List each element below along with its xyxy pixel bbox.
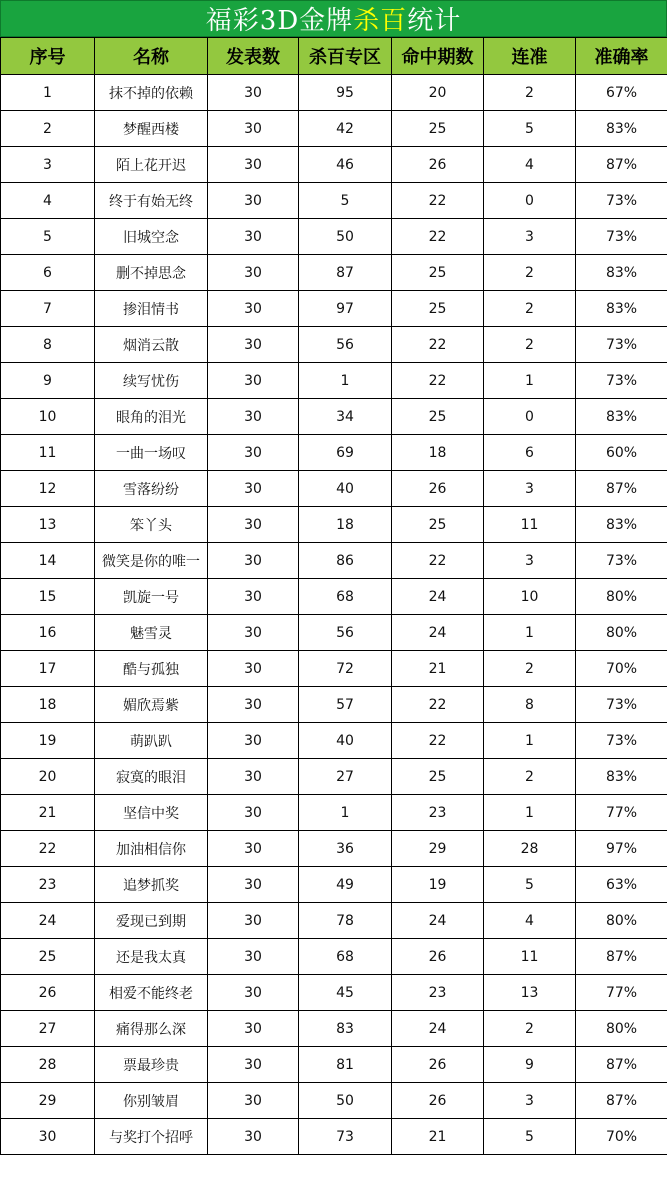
cell-hits: 19 <box>392 867 484 903</box>
col-kill-hundred-header: 杀百专区 <box>299 38 392 75</box>
cell-accuracy: 80% <box>576 615 667 651</box>
cell-index: 29 <box>1 1083 95 1119</box>
cell-hits: 26 <box>392 471 484 507</box>
cell-hits: 21 <box>392 651 484 687</box>
table-row <box>1 831 667 867</box>
cell-index: 10 <box>1 399 95 435</box>
cell-index: 8 <box>1 327 95 363</box>
cell-kill-hundred: 46 <box>299 147 392 183</box>
cell-kill-hundred: 72 <box>299 651 392 687</box>
cell-index: 28 <box>1 1047 95 1083</box>
table-row <box>1 1011 667 1047</box>
cell-index: 6 <box>1 255 95 291</box>
cell-posts: 30 <box>208 219 299 255</box>
cell-index: 7 <box>1 291 95 327</box>
cell-name: 爱现已到期 <box>95 903 208 939</box>
col-name-header: 名称 <box>95 38 208 75</box>
cell-name: 痛得那么深 <box>95 1011 208 1047</box>
cell-hits: 22 <box>392 363 484 399</box>
cell-name: 酷与孤独 <box>95 651 208 687</box>
cell-accuracy: 87% <box>576 471 667 507</box>
cell-accuracy: 73% <box>576 363 667 399</box>
cell-accuracy: 73% <box>576 723 667 759</box>
cell-index: 25 <box>1 939 95 975</box>
cell-name: 终于有始无终 <box>95 183 208 219</box>
table-row <box>1 651 667 687</box>
cell-name: 相爱不能终老 <box>95 975 208 1011</box>
cell-hits: 26 <box>392 147 484 183</box>
cell-hits: 26 <box>392 1047 484 1083</box>
cell-hits: 22 <box>392 543 484 579</box>
cell-posts: 30 <box>208 579 299 615</box>
stats-table <box>0 37 667 1155</box>
cell-streak: 3 <box>484 1083 576 1119</box>
table-row <box>1 579 667 615</box>
table-row <box>1 507 667 543</box>
cell-kill-hundred: 1 <box>299 795 392 831</box>
cell-kill-hundred: 57 <box>299 687 392 723</box>
cell-name: 坚信中奖 <box>95 795 208 831</box>
cell-accuracy: 80% <box>576 903 667 939</box>
cell-kill-hundred: 69 <box>299 435 392 471</box>
cell-hits: 24 <box>392 579 484 615</box>
cell-posts: 30 <box>208 651 299 687</box>
cell-streak: 6 <box>484 435 576 471</box>
page-title <box>0 0 667 37</box>
cell-index: 1 <box>1 75 95 111</box>
col-posts-header: 发表数 <box>208 38 299 75</box>
cell-accuracy: 73% <box>576 183 667 219</box>
cell-name: 续写忧伤 <box>95 363 208 399</box>
cell-index: 22 <box>1 831 95 867</box>
cell-kill-hundred: 18 <box>299 507 392 543</box>
cell-accuracy: 87% <box>576 147 667 183</box>
cell-posts: 30 <box>208 507 299 543</box>
cell-streak: 3 <box>484 471 576 507</box>
cell-posts: 30 <box>208 363 299 399</box>
cell-name: 烟消云散 <box>95 327 208 363</box>
cell-index: 5 <box>1 219 95 255</box>
cell-streak: 13 <box>484 975 576 1011</box>
table-row <box>1 975 667 1011</box>
cell-posts: 30 <box>208 831 299 867</box>
cell-accuracy: 73% <box>576 219 667 255</box>
cell-streak: 1 <box>484 723 576 759</box>
cell-posts: 30 <box>208 1119 299 1155</box>
cell-hits: 25 <box>392 507 484 543</box>
table-row <box>1 759 667 795</box>
cell-kill-hundred: 97 <box>299 291 392 327</box>
cell-accuracy: 83% <box>576 759 667 795</box>
cell-accuracy: 73% <box>576 543 667 579</box>
cell-hits: 25 <box>392 291 484 327</box>
cell-posts: 30 <box>208 723 299 759</box>
cell-streak: 5 <box>484 1119 576 1155</box>
cell-kill-hundred: 40 <box>299 723 392 759</box>
cell-hits: 25 <box>392 255 484 291</box>
cell-streak: 1 <box>484 615 576 651</box>
cell-kill-hundred: 68 <box>299 939 392 975</box>
cell-streak: 0 <box>484 183 576 219</box>
cell-streak: 28 <box>484 831 576 867</box>
cell-posts: 30 <box>208 867 299 903</box>
cell-index: 15 <box>1 579 95 615</box>
cell-kill-hundred: 73 <box>299 1119 392 1155</box>
cell-posts: 30 <box>208 975 299 1011</box>
cell-kill-hundred: 87 <box>299 255 392 291</box>
cell-index: 23 <box>1 867 95 903</box>
cell-kill-hundred: 83 <box>299 1011 392 1047</box>
table-header <box>1 38 667 75</box>
cell-posts: 30 <box>208 615 299 651</box>
cell-kill-hundred: 27 <box>299 759 392 795</box>
cell-name: 加油相信你 <box>95 831 208 867</box>
col-streak-header: 连准 <box>484 38 576 75</box>
cell-index: 17 <box>1 651 95 687</box>
cell-streak: 1 <box>484 363 576 399</box>
table-row <box>1 795 667 831</box>
table-row <box>1 723 667 759</box>
cell-hits: 22 <box>392 183 484 219</box>
cell-index: 21 <box>1 795 95 831</box>
table-row <box>1 1083 667 1119</box>
cell-name: 旧城空念 <box>95 219 208 255</box>
cell-name: 寂寞的眼泪 <box>95 759 208 795</box>
cell-accuracy: 80% <box>576 579 667 615</box>
cell-name: 与奖打个招呼 <box>95 1119 208 1155</box>
cell-streak: 8 <box>484 687 576 723</box>
cell-accuracy: 73% <box>576 327 667 363</box>
cell-kill-hundred: 50 <box>299 1083 392 1119</box>
cell-streak: 9 <box>484 1047 576 1083</box>
cell-kill-hundred: 68 <box>299 579 392 615</box>
cell-accuracy: 77% <box>576 975 667 1011</box>
cell-posts: 30 <box>208 543 299 579</box>
table-row <box>1 255 667 291</box>
cell-name: 微笑是你的唯一 <box>95 543 208 579</box>
table-row <box>1 399 667 435</box>
cell-kill-hundred: 34 <box>299 399 392 435</box>
cell-name: 掺泪情书 <box>95 291 208 327</box>
cell-kill-hundred: 78 <box>299 903 392 939</box>
cell-hits: 25 <box>392 399 484 435</box>
col-hits-header: 命中期数 <box>392 38 484 75</box>
cell-name: 一曲一场叹 <box>95 435 208 471</box>
cell-name: 梦醒西楼 <box>95 111 208 147</box>
cell-posts: 30 <box>208 399 299 435</box>
table-row <box>1 327 667 363</box>
cell-streak: 5 <box>484 867 576 903</box>
cell-streak: 11 <box>484 507 576 543</box>
cell-kill-hundred: 36 <box>299 831 392 867</box>
table-row <box>1 435 667 471</box>
cell-accuracy: 70% <box>576 651 667 687</box>
cell-accuracy: 73% <box>576 687 667 723</box>
cell-streak: 2 <box>484 759 576 795</box>
table-row <box>1 363 667 399</box>
cell-accuracy: 80% <box>576 1011 667 1047</box>
cell-streak: 0 <box>484 399 576 435</box>
cell-kill-hundred: 86 <box>299 543 392 579</box>
cell-accuracy: 83% <box>576 291 667 327</box>
cell-accuracy: 83% <box>576 111 667 147</box>
cell-posts: 30 <box>208 939 299 975</box>
cell-index: 20 <box>1 759 95 795</box>
cell-posts: 30 <box>208 183 299 219</box>
table-row <box>1 867 667 903</box>
cell-posts: 30 <box>208 759 299 795</box>
cell-index: 14 <box>1 543 95 579</box>
cell-index: 27 <box>1 1011 95 1047</box>
cell-index: 26 <box>1 975 95 1011</box>
cell-streak: 3 <box>484 543 576 579</box>
cell-index: 18 <box>1 687 95 723</box>
cell-posts: 30 <box>208 75 299 111</box>
cell-accuracy: 60% <box>576 435 667 471</box>
cell-hits: 23 <box>392 975 484 1011</box>
cell-accuracy: 87% <box>576 1083 667 1119</box>
cell-accuracy: 87% <box>576 1047 667 1083</box>
cell-kill-hundred: 40 <box>299 471 392 507</box>
table-row <box>1 939 667 975</box>
cell-hits: 20 <box>392 75 484 111</box>
title-highlight: 杀百 <box>353 6 408 36</box>
cell-streak: 2 <box>484 291 576 327</box>
cell-name: 删不掉思念 <box>95 255 208 291</box>
cell-name: 雪落纷纷 <box>95 471 208 507</box>
cell-posts: 30 <box>208 903 299 939</box>
cell-kill-hundred: 42 <box>299 111 392 147</box>
cell-streak: 10 <box>484 579 576 615</box>
table-row <box>1 687 667 723</box>
cell-kill-hundred: 95 <box>299 75 392 111</box>
cell-posts: 30 <box>208 147 299 183</box>
cell-streak: 4 <box>484 147 576 183</box>
cell-kill-hundred: 49 <box>299 867 392 903</box>
cell-posts: 30 <box>208 255 299 291</box>
cell-hits: 24 <box>392 1011 484 1047</box>
cell-hits: 22 <box>392 723 484 759</box>
cell-index: 19 <box>1 723 95 759</box>
cell-hits: 22 <box>392 687 484 723</box>
cell-index: 9 <box>1 363 95 399</box>
cell-name: 萌趴趴 <box>95 723 208 759</box>
cell-streak: 5 <box>484 111 576 147</box>
cell-name: 追梦抓奖 <box>95 867 208 903</box>
cell-streak: 2 <box>484 255 576 291</box>
cell-kill-hundred: 56 <box>299 327 392 363</box>
cell-hits: 26 <box>392 939 484 975</box>
cell-kill-hundred: 81 <box>299 1047 392 1083</box>
cell-hits: 22 <box>392 327 484 363</box>
table-row <box>1 75 667 111</box>
cell-kill-hundred: 56 <box>299 615 392 651</box>
cell-kill-hundred: 45 <box>299 975 392 1011</box>
cell-index: 2 <box>1 111 95 147</box>
cell-streak: 4 <box>484 903 576 939</box>
cell-hits: 24 <box>392 615 484 651</box>
cell-name: 魅雪灵 <box>95 615 208 651</box>
table-row <box>1 219 667 255</box>
cell-hits: 21 <box>392 1119 484 1155</box>
cell-streak: 11 <box>484 939 576 975</box>
cell-index: 11 <box>1 435 95 471</box>
table-row <box>1 471 667 507</box>
table-row <box>1 147 667 183</box>
col-accuracy-header: 准确率 <box>576 38 667 75</box>
table-row <box>1 543 667 579</box>
table-row <box>1 903 667 939</box>
cell-streak: 1 <box>484 795 576 831</box>
cell-accuracy: 83% <box>576 507 667 543</box>
cell-streak: 2 <box>484 75 576 111</box>
title-part-1: 福彩3D金牌 <box>205 6 354 36</box>
cell-posts: 30 <box>208 435 299 471</box>
cell-accuracy: 67% <box>576 75 667 111</box>
cell-streak: 2 <box>484 327 576 363</box>
header-row <box>1 38 667 75</box>
cell-name: 媚欣焉紫 <box>95 687 208 723</box>
cell-index: 12 <box>1 471 95 507</box>
cell-name: 还是我太真 <box>95 939 208 975</box>
table-row <box>1 615 667 651</box>
cell-posts: 30 <box>208 327 299 363</box>
cell-posts: 30 <box>208 471 299 507</box>
table-row <box>1 183 667 219</box>
cell-index: 13 <box>1 507 95 543</box>
col-index-header: 序号 <box>1 38 95 75</box>
cell-index: 4 <box>1 183 95 219</box>
cell-accuracy: 77% <box>576 795 667 831</box>
cell-hits: 29 <box>392 831 484 867</box>
table-row <box>1 291 667 327</box>
cell-accuracy: 87% <box>576 939 667 975</box>
cell-index: 3 <box>1 147 95 183</box>
cell-accuracy: 97% <box>576 831 667 867</box>
title-part-2: 统计 <box>407 6 462 36</box>
cell-posts: 30 <box>208 687 299 723</box>
cell-index: 16 <box>1 615 95 651</box>
table-row <box>1 111 667 147</box>
cell-name: 陌上花开迟 <box>95 147 208 183</box>
cell-streak: 3 <box>484 219 576 255</box>
cell-index: 30 <box>1 1119 95 1155</box>
table-row <box>1 1047 667 1083</box>
cell-name: 票最珍贵 <box>95 1047 208 1083</box>
cell-kill-hundred: 50 <box>299 219 392 255</box>
cell-hits: 22 <box>392 219 484 255</box>
cell-posts: 30 <box>208 795 299 831</box>
table-row <box>1 1119 667 1155</box>
cell-posts: 30 <box>208 1011 299 1047</box>
cell-name: 你别皱眉 <box>95 1083 208 1119</box>
cell-hits: 25 <box>392 759 484 795</box>
cell-hits: 25 <box>392 111 484 147</box>
cell-name: 抹不掉的依赖 <box>95 75 208 111</box>
cell-index: 24 <box>1 903 95 939</box>
cell-posts: 30 <box>208 1047 299 1083</box>
table-body <box>1 75 667 1155</box>
cell-streak: 2 <box>484 1011 576 1047</box>
cell-hits: 24 <box>392 903 484 939</box>
cell-posts: 30 <box>208 1083 299 1119</box>
cell-posts: 30 <box>208 291 299 327</box>
cell-accuracy: 70% <box>576 1119 667 1155</box>
cell-hits: 26 <box>392 1083 484 1119</box>
cell-hits: 23 <box>392 795 484 831</box>
cell-streak: 2 <box>484 651 576 687</box>
cell-name: 眼角的泪光 <box>95 399 208 435</box>
cell-name: 凯旋一号 <box>95 579 208 615</box>
cell-kill-hundred: 5 <box>299 183 392 219</box>
cell-kill-hundred: 1 <box>299 363 392 399</box>
cell-posts: 30 <box>208 111 299 147</box>
cell-accuracy: 83% <box>576 255 667 291</box>
cell-accuracy: 83% <box>576 399 667 435</box>
cell-accuracy: 63% <box>576 867 667 903</box>
cell-hits: 18 <box>392 435 484 471</box>
cell-name: 笨丫头 <box>95 507 208 543</box>
